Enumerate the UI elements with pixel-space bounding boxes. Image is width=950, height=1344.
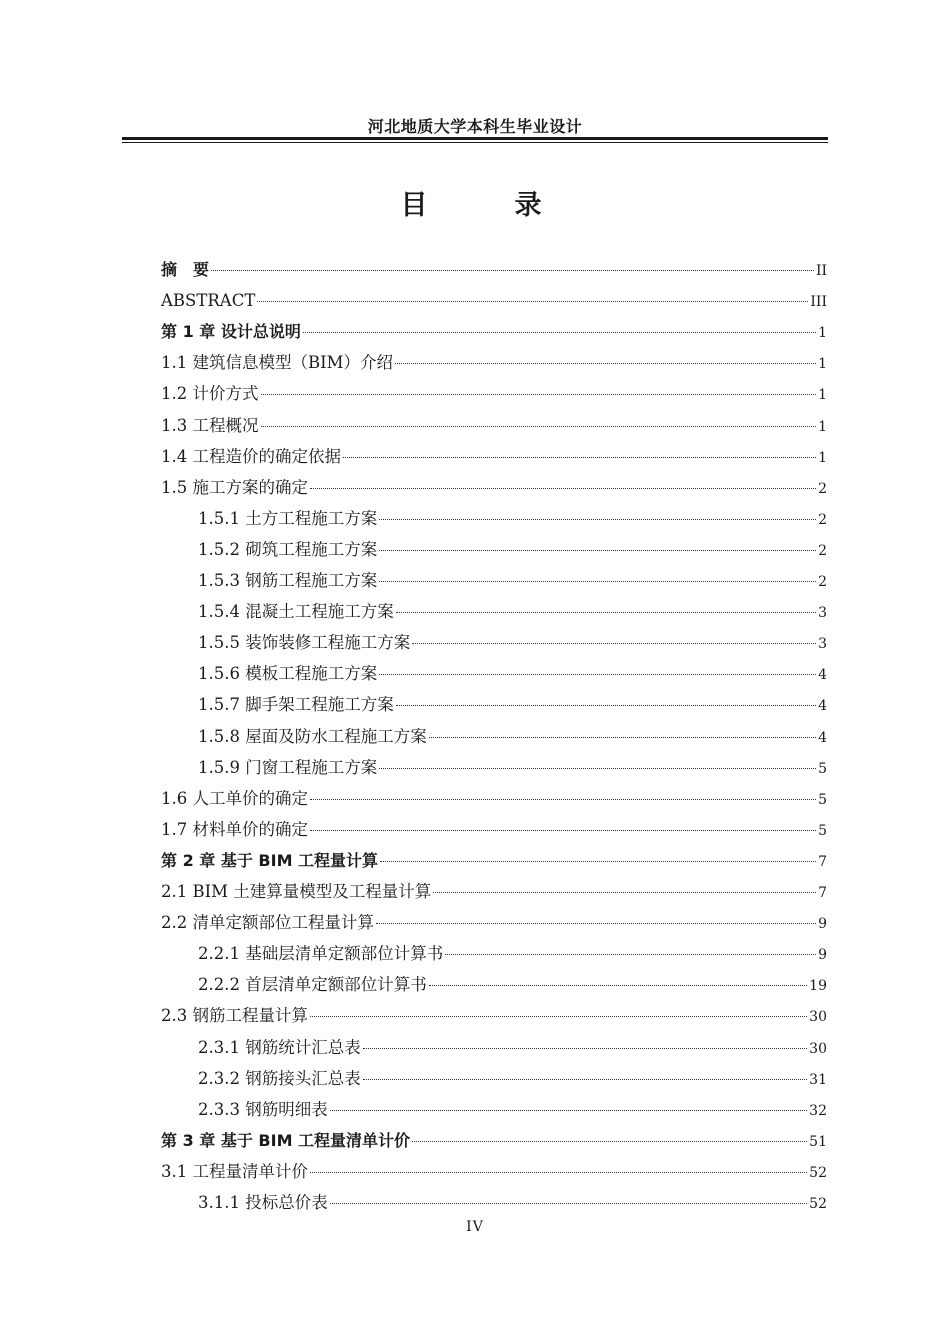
toc-entry-page: 19 (809, 978, 827, 995)
toc-entry-label: 1.5 施工方案的确定 (161, 477, 308, 497)
toc-dot-leader (310, 488, 816, 489)
toc-dot-leader (396, 612, 816, 613)
toc-entry-page: 31 (809, 1071, 827, 1088)
toc-entry-page: 52 (809, 1164, 827, 1181)
toc-entry[interactable] (161, 783, 827, 814)
toc-entry[interactable] (198, 627, 827, 658)
toc-dot-leader (379, 768, 816, 769)
toc-entry-page: III (810, 294, 827, 311)
toc-entry-page: 1 (818, 449, 827, 466)
toc-entry[interactable] (198, 1063, 827, 1094)
toc-entry[interactable] (161, 907, 827, 938)
toc-entry-label: 2.2.2 首层清单定额部位计算书 (198, 975, 427, 995)
toc-entry-label: 1.5.3 钢筋工程施工方案 (198, 571, 378, 590)
toc-entry[interactable] (161, 254, 827, 285)
toc-entry-label: 1.5.9 门窗工程施工方案 (198, 757, 378, 777)
toc-entry[interactable] (198, 1187, 827, 1218)
toc-dot-leader (380, 861, 816, 862)
toc-dot-leader (379, 581, 816, 582)
toc-dot-leader (330, 1110, 807, 1111)
toc-entry-page: 1 (818, 356, 827, 373)
toc-entry-page: 3 (818, 636, 827, 653)
toc-dot-leader (330, 1203, 807, 1204)
toc-entry-label: 2.1 BIM 土建算量模型及工程量计算 (161, 882, 432, 901)
toc-dot-leader (412, 643, 816, 644)
toc-entry-label: 1.7 材料单价的确定 (161, 819, 308, 839)
toc-entry-page: 4 (818, 667, 827, 684)
toc-dot-leader (376, 923, 816, 924)
toc-entry[interactable] (198, 938, 827, 969)
toc-entry-page: 52 (809, 1196, 827, 1212)
toc-dot-leader (310, 1016, 807, 1017)
toc-entry-page: 4 (818, 729, 827, 746)
toc-entry-label: 第 3 章 基于 BIM 工程量清单计价 (161, 1130, 411, 1150)
toc-dot-leader (445, 954, 816, 955)
toc-dot-leader (395, 363, 816, 364)
toc-entry-page: 2 (818, 511, 827, 528)
toc-entry[interactable] (198, 969, 827, 1000)
toc-entry-page: 9 (818, 916, 827, 933)
toc-entry-page: 1 (818, 387, 827, 404)
toc-entry[interactable] (198, 689, 827, 720)
toc-entry-label: 1.3 工程概况 (161, 415, 259, 435)
toc-dot-leader (429, 737, 816, 738)
toc-entry-page: 5 (818, 791, 827, 808)
toc-entry[interactable] (161, 410, 827, 441)
toc-entry-page: II (815, 263, 827, 279)
toc-entry-label: 1.5.6 模板工程施工方案 (198, 664, 378, 684)
toc-entry-page: 30 (809, 1009, 827, 1026)
toc-entry-label: 第 1 章 设计总说明 (161, 322, 301, 342)
header-rule-thick (122, 137, 828, 140)
toc-entry-label: 第 2 章 基于 BIM 工程量计算 (161, 850, 379, 870)
toc-dot-leader (211, 270, 814, 271)
toc-entry-label: 2.2 清单定额部位工程量计算 (161, 913, 374, 933)
toc-dot-leader (303, 332, 816, 333)
toc-entry[interactable] (161, 316, 827, 347)
page-header-title: 河北地质大学本科生毕业设计 (367, 117, 583, 136)
toc-entry[interactable] (161, 472, 827, 503)
toc-entry-label: 1.5.1 土方工程施工方案 (198, 508, 378, 528)
toc-entry[interactable] (161, 1125, 827, 1156)
toc-entry[interactable] (161, 378, 827, 409)
toc-entry-page: 2 (818, 542, 827, 559)
toc-entry-page: 2 (818, 574, 827, 590)
toc-entry[interactable] (198, 596, 827, 627)
toc-dot-leader (343, 457, 816, 458)
header-rule-thin (122, 142, 828, 143)
toc-dot-leader (261, 394, 817, 395)
toc-dot-leader (261, 426, 817, 427)
toc-entry-label: 1.5.5 装饰装修工程施工方案 (198, 633, 411, 653)
toc-entry-label: 摘 要 (161, 260, 210, 279)
toc-entry-label: 1.1 建筑信息模型（BIM）介绍 (161, 353, 394, 373)
toc-dot-leader (310, 799, 816, 800)
toc-entry-label: 1.2 计价方式 (161, 384, 259, 404)
toc-dot-leader (310, 830, 816, 831)
toc-dot-leader (363, 1048, 807, 1049)
toc-entry[interactable] (161, 347, 827, 378)
toc-entry[interactable] (198, 1094, 827, 1125)
toc-entry[interactable] (161, 285, 827, 316)
toc-entry-page: 2 (818, 480, 827, 497)
toc-entry-label: 3.1.1 投标总价表 (198, 1193, 328, 1212)
toc-entry-label: 1.6 人工单价的确定 (161, 788, 308, 808)
toc-entry-label: 2.3.2 钢筋接头汇总表 (198, 1068, 361, 1088)
toc-entry[interactable] (198, 752, 827, 783)
toc-entry-label: 2.3.3 钢筋明细表 (198, 1099, 328, 1119)
toc-entry-page: 1 (818, 325, 827, 342)
toc-entry-page: 32 (809, 1102, 827, 1119)
toc-entry[interactable] (198, 503, 827, 534)
toc-entry-label: 1.5.7 脚手架工程施工方案 (198, 695, 394, 715)
toc-dot-leader (433, 892, 816, 893)
toc-entry-page: 1 (818, 418, 827, 435)
toc-dot-leader (429, 985, 807, 986)
toc-entry-label: 1.4 工程造价的确定依据 (161, 446, 341, 466)
toc-entry-page: 7 (818, 885, 827, 901)
toc-entry[interactable] (198, 1032, 827, 1063)
toc-entry[interactable] (198, 721, 827, 752)
toc-entry[interactable] (198, 658, 827, 689)
toc-entry-page: 5 (818, 822, 827, 839)
toc-dot-leader (257, 301, 808, 302)
toc-dot-leader (396, 705, 816, 706)
toc-entry-label: 2.3.1 钢筋统计汇总表 (198, 1037, 361, 1057)
toc-dot-leader (379, 550, 816, 551)
toc-entry[interactable] (161, 441, 827, 472)
toc-entry[interactable] (198, 534, 827, 565)
toc-entry-label: 1.5.4 混凝土工程施工方案 (198, 602, 394, 622)
toc-entry-page: 5 (818, 760, 827, 777)
toc-entry[interactable] (161, 1156, 827, 1187)
toc-title: 目 录 (400, 190, 572, 221)
toc-dot-leader (310, 1172, 807, 1173)
toc-entry-label: 3.1 工程量清单计价 (161, 1161, 308, 1181)
page-number: IV (466, 1219, 484, 1235)
toc-entry-page: 30 (809, 1040, 827, 1057)
toc-entry-page: 9 (818, 947, 827, 964)
toc-entry-label: 2.2.1 基础层清单定额部位计算书 (198, 944, 444, 964)
toc-entry[interactable] (161, 876, 827, 907)
toc-dot-leader (412, 1141, 807, 1142)
toc-entry-page: 51 (809, 1133, 827, 1150)
toc-entry-page: 7 (818, 853, 827, 870)
toc-dot-leader (379, 674, 816, 675)
toc-dot-leader (363, 1079, 807, 1080)
toc-entry-label: 1.5.8 屋面及防水工程施工方案 (198, 726, 427, 746)
toc-dot-leader (379, 519, 816, 520)
toc-entry-label: ABSTRACT (161, 291, 256, 311)
toc-entry[interactable] (161, 1000, 827, 1031)
toc-entry[interactable] (161, 845, 827, 876)
toc-entry-label: 1.5.2 砌筑工程施工方案 (198, 539, 378, 559)
toc-entry[interactable] (198, 565, 827, 596)
toc-entry-page: 4 (818, 698, 827, 715)
toc-entry-label: 2.3 钢筋工程量计算 (161, 1006, 308, 1026)
toc-entry-page: 3 (818, 605, 827, 622)
toc-entry[interactable] (161, 814, 827, 845)
